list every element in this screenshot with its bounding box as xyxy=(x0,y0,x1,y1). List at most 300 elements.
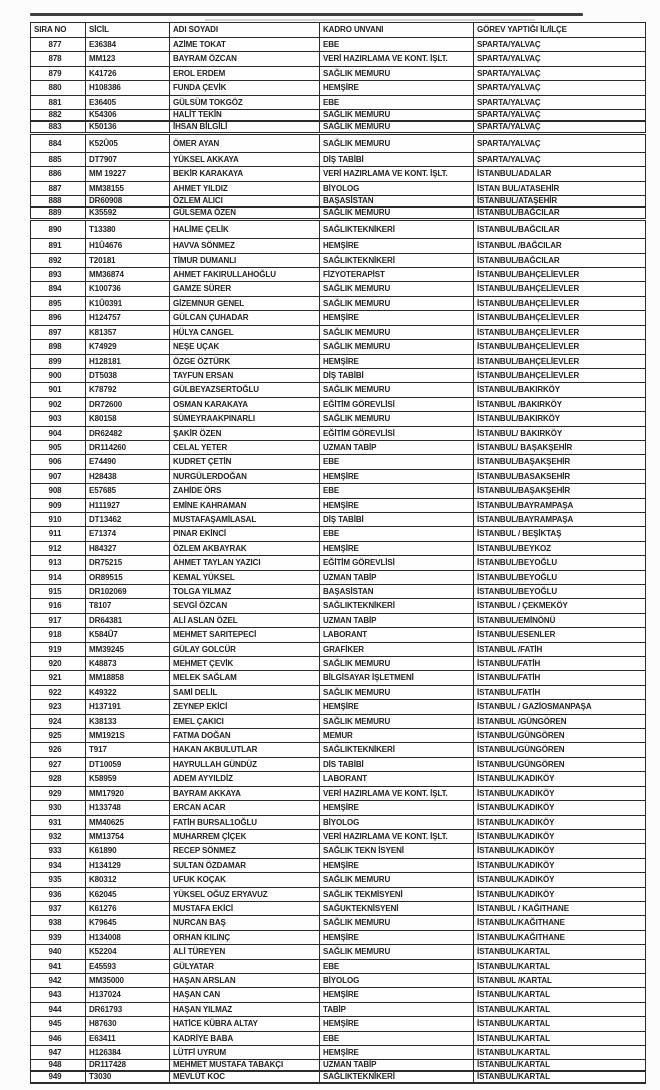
cell-sira-no: 947 xyxy=(31,1046,86,1060)
cell-sicil: DR117428 xyxy=(86,1060,170,1072)
cell-sicil: MM123 xyxy=(86,52,170,66)
table-row xyxy=(31,930,646,944)
cell-sira-no: 929 xyxy=(31,786,86,800)
cell-adi-soyadi: LÜTFİ UYRUM xyxy=(170,1046,320,1060)
cell-adi-soyadi: EROL ERDEM xyxy=(170,66,320,80)
cell-sira-no: 908 xyxy=(31,484,86,498)
cell-kadro-unvani: SAĞLIK MEMURU xyxy=(320,296,474,310)
cell-adi-soyadi: UFUK KOÇAK xyxy=(170,873,320,887)
cell-adi-soyadi: NEŞE UÇAK xyxy=(170,340,320,354)
cell-sicil: DR64381 xyxy=(86,613,170,627)
table-row xyxy=(31,613,646,627)
cell-gorev-il-ilce: İSTANBUL/EMİNÖNÜ xyxy=(474,613,646,627)
cell-sira-no: 943 xyxy=(31,988,86,1002)
cell-gorev-il-ilce: İSTANBUL /GÜNGÖREN xyxy=(474,714,646,728)
cell-kadro-unvani: EĞİTİM GÖREVLİSİ xyxy=(320,397,474,411)
table-row xyxy=(31,815,646,829)
cell-kadro-unvani: DİŞ TABİBİ xyxy=(320,368,474,382)
cell-gorev-il-ilce: İSTANBUL/BAYRAMPAŞA xyxy=(474,512,646,526)
cell-sicil: E36405 xyxy=(86,95,170,109)
cell-sicil: E57685 xyxy=(86,484,170,498)
cell-adi-soyadi: HAŞAN YILMAZ xyxy=(170,1002,320,1016)
cell-sicil: K79645 xyxy=(86,916,170,930)
table-row xyxy=(31,239,646,253)
cell-sira-no: 944 xyxy=(31,1002,86,1016)
cell-kadro-unvani: GRAFİKER xyxy=(320,642,474,656)
cell-adi-soyadi: GÜLBEYAZSERTOĞLU xyxy=(170,383,320,397)
cell-kadro-unvani: SAĞLIKTEKNİKERİ xyxy=(320,1071,474,1083)
column-header-gorev-il-ilce: GÖREV YAPTIĞI İL/İLÇE xyxy=(474,23,646,38)
cell-adi-soyadi: ÖZGE ÖZTÜRK xyxy=(170,354,320,368)
cell-gorev-il-ilce: İSTANBUL / BEŞİKTAŞ xyxy=(474,527,646,541)
cell-sira-no: 906 xyxy=(31,455,86,469)
cell-adi-soyadi: HAŞAN CAN xyxy=(170,988,320,1002)
cell-sicil: K49322 xyxy=(86,685,170,699)
cell-sira-no: 886 xyxy=(31,167,86,181)
cell-gorev-il-ilce: İSTANBUL/BAHÇELİEVLER xyxy=(474,268,646,282)
cell-sicil: K81357 xyxy=(86,325,170,339)
cell-adi-soyadi: NURGÜLERDOĞAN xyxy=(170,469,320,483)
cell-kadro-unvani: SAĞLIK MEMURU xyxy=(320,657,474,671)
cell-sira-no: 937 xyxy=(31,901,86,915)
cell-gorev-il-ilce: İSTANBUL/KADIKÖY xyxy=(474,801,646,815)
cell-kadro-unvani: SAĞLIK TEKMİSYENİ xyxy=(320,887,474,901)
cell-gorev-il-ilce: İSTANBUL /KARTAL xyxy=(474,973,646,987)
cell-kadro-unvani: BİYOLOG xyxy=(320,181,474,195)
cell-sicil: K80158 xyxy=(86,412,170,426)
cell-sicil: DR62482 xyxy=(86,426,170,440)
cell-adi-soyadi: FUNDA ÇEVİK xyxy=(170,81,320,95)
cell-adi-soyadi: BAYRAM ÖZCAN xyxy=(170,52,320,66)
cell-sira-no: 916 xyxy=(31,599,86,613)
cell-adi-soyadi: MUSTAFA EKİCİ xyxy=(170,901,320,915)
cell-adi-soyadi: HAŞAN ARSLAN xyxy=(170,973,320,987)
scan-artifact-smudge xyxy=(205,19,535,21)
cell-sicil: MM17920 xyxy=(86,786,170,800)
cell-kadro-unvani: DİŞ TABİBİ xyxy=(320,512,474,526)
cell-adi-soyadi: MUHARREM ÇİÇEK xyxy=(170,829,320,843)
cell-sicil: K74929 xyxy=(86,340,170,354)
table-row xyxy=(31,253,646,267)
table-row xyxy=(31,916,646,930)
table-row xyxy=(31,1017,646,1031)
table-row xyxy=(31,207,646,220)
cell-sicil: H126384 xyxy=(86,1046,170,1060)
cell-gorev-il-ilce: İSTANBUL/KAĞITHANE xyxy=(474,930,646,944)
cell-sira-no: 907 xyxy=(31,469,86,483)
cell-sicil: H1Û4676 xyxy=(86,239,170,253)
cell-gorev-il-ilce: SPARTA/YALVAÇ xyxy=(474,121,646,134)
cell-sicil: E45593 xyxy=(86,959,170,973)
cell-sicil: K48873 xyxy=(86,657,170,671)
cell-sira-no: 940 xyxy=(31,945,86,959)
cell-adi-soyadi: GAMZE SÜRER xyxy=(170,282,320,296)
cell-kadro-unvani: UZMAN TABİP xyxy=(320,1060,474,1072)
cell-gorev-il-ilce: İSTANBUL/GÜNGÖREN xyxy=(474,729,646,743)
cell-kadro-unvani: EBE xyxy=(320,95,474,109)
cell-gorev-il-ilce: İSTANBUL/BAHÇELİEVLER xyxy=(474,368,646,382)
table-row xyxy=(31,801,646,815)
table-row xyxy=(31,1071,646,1083)
table-row xyxy=(31,959,646,973)
table-row xyxy=(31,671,646,685)
cell-gorev-il-ilce: SPARTA/YALVAÇ xyxy=(474,153,646,167)
cell-kadro-unvani: SAĞLIKTEKNİKERİ xyxy=(320,253,474,267)
cell-sira-no: 897 xyxy=(31,325,86,339)
cell-sicil: K38133 xyxy=(86,714,170,728)
cell-sicil: K61890 xyxy=(86,844,170,858)
personnel-table xyxy=(30,22,646,1084)
cell-gorev-il-ilce: İSTANBUL/ BAKIRKÖY xyxy=(474,426,646,440)
table-row xyxy=(31,642,646,656)
cell-kadro-unvani: VERİ HAZIRLAMA VE KONT. İŞLT. xyxy=(320,167,474,181)
cell-adi-soyadi: HAYRULLAH GÜNDÜZ xyxy=(170,757,320,771)
cell-sira-no: 903 xyxy=(31,412,86,426)
table-row xyxy=(31,714,646,728)
cell-gorev-il-ilce: İSTANBUL/KAĞITHANE xyxy=(474,916,646,930)
cell-gorev-il-ilce: İSTANBUL /FATİH xyxy=(474,642,646,656)
cell-sira-no: 901 xyxy=(31,383,86,397)
table-row xyxy=(31,383,646,397)
cell-sicil: DR72600 xyxy=(86,397,170,411)
cell-adi-soyadi: SULTAN ÖZDAMAR xyxy=(170,858,320,872)
cell-sicil: H28438 xyxy=(86,469,170,483)
cell-sicil: E71374 xyxy=(86,527,170,541)
cell-adi-soyadi: NURCAN BAŞ xyxy=(170,916,320,930)
table-row xyxy=(31,134,646,153)
table-row xyxy=(31,426,646,440)
cell-adi-soyadi: OSMAN KARAKAYA xyxy=(170,397,320,411)
cell-adi-soyadi: MELEK SAĞLAM xyxy=(170,671,320,685)
cell-sicil: OR89515 xyxy=(86,570,170,584)
table-row xyxy=(31,455,646,469)
cell-kadro-unvani: BAŞASİSTAN xyxy=(320,585,474,599)
table-row xyxy=(31,153,646,167)
cell-gorev-il-ilce: İSTANBUL/KARTAL xyxy=(474,988,646,1002)
cell-kadro-unvani: SAĞLIK MEMURU xyxy=(320,134,474,153)
table-row xyxy=(31,368,646,382)
cell-adi-soyadi: AZİME TOKAT xyxy=(170,38,320,52)
cell-sira-no: 893 xyxy=(31,268,86,282)
cell-sira-no: 902 xyxy=(31,397,86,411)
cell-sira-no: 910 xyxy=(31,512,86,526)
cell-gorev-il-ilce: İSTANBUL/KADIKÖY xyxy=(474,829,646,843)
cell-gorev-il-ilce: İSTANBUL/BAŞAKŞEHİR xyxy=(474,455,646,469)
cell-adi-soyadi: TİMUR DUMANLI xyxy=(170,253,320,267)
cell-sicil: H128181 xyxy=(86,354,170,368)
cell-sira-no: 949 xyxy=(31,1071,86,1083)
cell-gorev-il-ilce: İSTAN BUL/ATASEHİR xyxy=(474,181,646,195)
cell-sira-no: 920 xyxy=(31,657,86,671)
cell-sira-no: 917 xyxy=(31,613,86,627)
cell-sira-no: 899 xyxy=(31,354,86,368)
cell-kadro-unvani: SAĞLIK MEMURU xyxy=(320,340,474,354)
cell-sira-no: 896 xyxy=(31,311,86,325)
table-row xyxy=(31,527,646,541)
cell-gorev-il-ilce: İSTANBUL/KARTAL xyxy=(474,1031,646,1045)
cell-kadro-unvani: SAĞLIK MEMURU xyxy=(320,282,474,296)
cell-kadro-unvani: SAĞLIKTEKNİKERİ xyxy=(320,743,474,757)
cell-sicil: H133748 xyxy=(86,801,170,815)
cell-gorev-il-ilce: İSTANBUL/KADIKÖY xyxy=(474,887,646,901)
cell-kadro-unvani: SAĞLIK MEMURU xyxy=(320,325,474,339)
cell-sira-no: 941 xyxy=(31,959,86,973)
cell-gorev-il-ilce: İSTANBUL / KAĞITHANE xyxy=(474,901,646,915)
cell-sicil: MM36874 xyxy=(86,268,170,282)
cell-adi-soyadi: HAKAN AKBULUTLAR xyxy=(170,743,320,757)
cell-gorev-il-ilce: İSTANBUL/KARTAL xyxy=(474,1017,646,1031)
cell-sicil: T3030 xyxy=(86,1071,170,1083)
cell-kadro-unvani: SAĞLIK MEMURU xyxy=(320,916,474,930)
cell-sira-no: 878 xyxy=(31,52,86,66)
cell-sicil: H134008 xyxy=(86,930,170,944)
cell-sicil: H134129 xyxy=(86,858,170,872)
cell-sicil: DR75215 xyxy=(86,556,170,570)
cell-gorev-il-ilce: İSTANBUL/BAHÇELİEVLER xyxy=(474,340,646,354)
cell-adi-soyadi: CELAL YETER xyxy=(170,440,320,454)
cell-sicil: MM40625 xyxy=(86,815,170,829)
cell-sira-no: 900 xyxy=(31,368,86,382)
cell-sira-no: 926 xyxy=(31,743,86,757)
table-row xyxy=(31,412,646,426)
cell-kadro-unvani: SAĞLIK TEKN İSYENİ xyxy=(320,844,474,858)
cell-adi-soyadi: MEHMET MUSTAFA TABAKÇI xyxy=(170,1060,320,1072)
cell-kadro-unvani: EBE xyxy=(320,527,474,541)
cell-kadro-unvani: HEMŞİRE xyxy=(320,541,474,555)
cell-sicil: K52Û05 xyxy=(86,134,170,153)
cell-sicil: E36384 xyxy=(86,38,170,52)
cell-gorev-il-ilce: İSTANBUL /BAĞCILAR xyxy=(474,239,646,253)
cell-sira-no: 918 xyxy=(31,628,86,642)
cell-kadro-unvani: SAĞLIK MEMURU xyxy=(320,873,474,887)
cell-gorev-il-ilce: SPARTA/YALVAÇ xyxy=(474,38,646,52)
cell-sira-no: 884 xyxy=(31,134,86,153)
cell-adi-soyadi: ZAHİDE ÖRS xyxy=(170,484,320,498)
table-row xyxy=(31,743,646,757)
cell-gorev-il-ilce: İSTANBUL/KADIKÖY xyxy=(474,815,646,829)
table-row xyxy=(31,512,646,526)
cell-kadro-unvani: SAĞLIKTEKNİKERİ xyxy=(320,599,474,613)
cell-kadro-unvani: LABORANT xyxy=(320,628,474,642)
table-row xyxy=(31,397,646,411)
cell-gorev-il-ilce: İSTANBUL/ADALAR xyxy=(474,167,646,181)
cell-kadro-unvani: SAĞLIK MEMURU xyxy=(320,685,474,699)
column-header-sicil: SİCİL xyxy=(86,23,170,38)
cell-sicil: K100736 xyxy=(86,282,170,296)
table-row xyxy=(31,585,646,599)
cell-sira-no: 892 xyxy=(31,253,86,267)
cell-kadro-unvani: SAĞLIKTEKNİKERİ xyxy=(320,220,474,239)
cell-kadro-unvani: HEMŞİRE xyxy=(320,469,474,483)
cell-sicil: H84327 xyxy=(86,541,170,555)
cell-gorev-il-ilce: İSTANBUL /BAKIRKÖY xyxy=(474,397,646,411)
cell-kadro-unvani: VERİ HAZIRLAMA VE KONT. İŞLT. xyxy=(320,786,474,800)
cell-adi-soyadi: GÜLYATAR xyxy=(170,959,320,973)
cell-gorev-il-ilce: İSTANBUL/KADIKÖY xyxy=(474,858,646,872)
cell-gorev-il-ilce: İSTANBUL/KARTAL xyxy=(474,1002,646,1016)
cell-sira-no: 942 xyxy=(31,973,86,987)
table-row xyxy=(31,1002,646,1016)
cell-adi-soyadi: ÖMER AYAN xyxy=(170,134,320,153)
cell-adi-soyadi: ADEM AYYILDİZ xyxy=(170,772,320,786)
cell-gorev-il-ilce: İSTANBUL/BAHÇELİEVLER xyxy=(474,325,646,339)
cell-gorev-il-ilce: SPARTA/YALVAÇ xyxy=(474,110,646,122)
cell-adi-soyadi: GÜLAY GOLCÜR xyxy=(170,642,320,656)
cell-kadro-unvani: HEMŞİRE xyxy=(320,801,474,815)
cell-adi-soyadi: MEHMET ÇEVİK xyxy=(170,657,320,671)
cell-kadro-unvani: EBE xyxy=(320,1031,474,1045)
cell-sira-no: 923 xyxy=(31,700,86,714)
cell-sicil: K54306 xyxy=(86,110,170,122)
cell-gorev-il-ilce: SPARTA/YALVAÇ xyxy=(474,66,646,80)
cell-kadro-unvani: HEMŞİRE xyxy=(320,930,474,944)
cell-sira-no: 948 xyxy=(31,1060,86,1072)
cell-sira-no: 883 xyxy=(31,121,86,134)
cell-gorev-il-ilce: İSTANBUL/KARTAL xyxy=(474,1071,646,1083)
cell-adi-soyadi: AHMET FAKIRULLAHOĞLU xyxy=(170,268,320,282)
cell-sicil: DR61793 xyxy=(86,1002,170,1016)
cell-sira-no: 881 xyxy=(31,95,86,109)
cell-sira-no: 932 xyxy=(31,829,86,843)
cell-adi-soyadi: ÖZLEM AKBAYRAK xyxy=(170,541,320,555)
cell-kadro-unvani: HEMŞİRE xyxy=(320,1046,474,1060)
cell-kadro-unvani: DİS TABİBİ xyxy=(320,757,474,771)
cell-sicil: H87630 xyxy=(86,1017,170,1031)
cell-kadro-unvani: HEMŞİRE xyxy=(320,700,474,714)
table-row xyxy=(31,1031,646,1045)
table-row xyxy=(31,311,646,325)
cell-adi-soyadi: FATMA DOĞAN xyxy=(170,729,320,743)
cell-sicil: T13380 xyxy=(86,220,170,239)
cell-sira-no: 880 xyxy=(31,81,86,95)
cell-sicil: MM 19227 xyxy=(86,167,170,181)
cell-kadro-unvani: HEMŞİRE xyxy=(320,1017,474,1031)
table-row xyxy=(31,1060,646,1072)
cell-kadro-unvani: SAĞLIK MEMURU xyxy=(320,945,474,959)
cell-sicil: DR60908 xyxy=(86,196,170,208)
cell-sira-no: 894 xyxy=(31,282,86,296)
cell-sira-no: 930 xyxy=(31,801,86,815)
cell-adi-soyadi: YÜKSEL OĞUZ ERYAVUZ xyxy=(170,887,320,901)
cell-gorev-il-ilce: İSTANBUL/ATAŞEHİR xyxy=(474,196,646,208)
cell-sira-no: 877 xyxy=(31,38,86,52)
cell-adi-soyadi: ŞAKİR ÖZEN xyxy=(170,426,320,440)
cell-gorev-il-ilce: İSTANBUL/FATİH xyxy=(474,671,646,685)
cell-gorev-il-ilce: İSTANBUL/BAĞCILAR xyxy=(474,207,646,220)
cell-sicil: DT10059 xyxy=(86,757,170,771)
cell-kadro-unvani: SAĞLIK MEMURU xyxy=(320,121,474,134)
cell-sicil: H124757 xyxy=(86,311,170,325)
cell-gorev-il-ilce: İSTANBUL/BAKIRKÖY xyxy=(474,412,646,426)
cell-kadro-unvani: MEMUR xyxy=(320,729,474,743)
table-row xyxy=(31,498,646,512)
cell-sira-no: 936 xyxy=(31,887,86,901)
cell-adi-soyadi: HALİME ÇELİK xyxy=(170,220,320,239)
cell-adi-soyadi: BEKİR KARAKAYA xyxy=(170,167,320,181)
table-row xyxy=(31,988,646,1002)
table-row xyxy=(31,556,646,570)
cell-gorev-il-ilce: İSTANBUL/BEYOĞLU xyxy=(474,585,646,599)
column-header-sira-no: SIRA NO xyxy=(31,23,86,38)
cell-kadro-unvani: UZMAN TABİP xyxy=(320,613,474,627)
cell-gorev-il-ilce: İSTANBUL/BAHÇELİEVLER xyxy=(474,354,646,368)
cell-adi-soyadi: AHMET TAYLAN YAZICI xyxy=(170,556,320,570)
cell-adi-soyadi: RECEP SÖNMEZ xyxy=(170,844,320,858)
table-row xyxy=(31,440,646,454)
cell-sira-no: 925 xyxy=(31,729,86,743)
cell-sira-no: 924 xyxy=(31,714,86,728)
cell-adi-soyadi: TOLGA YILMAZ xyxy=(170,585,320,599)
cell-gorev-il-ilce: SPARTA/YALVAÇ xyxy=(474,95,646,109)
cell-gorev-il-ilce: İSTANBUL/KADIKÖY xyxy=(474,844,646,858)
cell-sicil: K61276 xyxy=(86,901,170,915)
cell-kadro-unvani: UZMAN TABİP xyxy=(320,440,474,454)
cell-adi-soyadi: ERCAN ACAR xyxy=(170,801,320,815)
table-row xyxy=(31,469,646,483)
cell-kadro-unvani: DİŞ TABİBİ xyxy=(320,153,474,167)
cell-sicil: H111927 xyxy=(86,498,170,512)
cell-sicil: DT5038 xyxy=(86,368,170,382)
cell-kadro-unvani: VERİ HAZIRLAMA VE KONT. İŞLT. xyxy=(320,829,474,843)
cell-gorev-il-ilce: İSTANBUL/KADIKÖY xyxy=(474,873,646,887)
cell-sira-no: 885 xyxy=(31,153,86,167)
table-row xyxy=(31,354,646,368)
cell-adi-soyadi: KEMAL YÜKSEL xyxy=(170,570,320,584)
cell-sicil: K78792 xyxy=(86,383,170,397)
cell-adi-soyadi: SEVGİ ÖZCAN xyxy=(170,599,320,613)
cell-adi-soyadi: MEVLÜT KOC xyxy=(170,1071,320,1083)
cell-gorev-il-ilce: İSTANBUL/GÜNGÖREN xyxy=(474,743,646,757)
cell-kadro-unvani: VERİ HAZIRLAMA VE KONT. İŞLT. xyxy=(320,52,474,66)
cell-gorev-il-ilce: İSTANBUL/KARTAL xyxy=(474,945,646,959)
cell-sicil: K35592 xyxy=(86,207,170,220)
cell-kadro-unvani: EĞİTİM GÖREVLİSİ xyxy=(320,426,474,440)
cell-kadro-unvani: BAŞASİSTAN xyxy=(320,196,474,208)
cell-sira-no: 946 xyxy=(31,1031,86,1045)
cell-sira-no: 909 xyxy=(31,498,86,512)
cell-adi-soyadi: HATİCE KÜBRA ALTAY xyxy=(170,1017,320,1031)
cell-kadro-unvani: BİLGİSAYAR İŞLETMENİ xyxy=(320,671,474,685)
cell-adi-soyadi: HAVVA SÖNMEZ xyxy=(170,239,320,253)
cell-sicil: DT13462 xyxy=(86,512,170,526)
table-row xyxy=(31,95,646,109)
cell-adi-soyadi: GÜLCAN ÇUHADAR xyxy=(170,311,320,325)
table-body xyxy=(31,38,646,1084)
cell-gorev-il-ilce: SPARTA/YALVAÇ xyxy=(474,134,646,153)
column-header-adi-soyadi: ADI SOYADI xyxy=(170,23,320,38)
cell-sicil: K80312 xyxy=(86,873,170,887)
header-row xyxy=(31,23,646,38)
cell-sira-no: 879 xyxy=(31,66,86,80)
cell-adi-soyadi: FATİH BURSAL1OĞLU xyxy=(170,815,320,829)
cell-adi-soyadi: YÜKSEL AKKAYA xyxy=(170,153,320,167)
table-row xyxy=(31,901,646,915)
cell-sira-no: 921 xyxy=(31,671,86,685)
cell-adi-soyadi: ALİ ASLAN ÖZEL xyxy=(170,613,320,627)
table-row xyxy=(31,757,646,771)
cell-gorev-il-ilce: İSTANBUL/BAĞCILAR xyxy=(474,253,646,267)
cell-sicil: T8107 xyxy=(86,599,170,613)
cell-kadro-unvani: HEMŞİRE xyxy=(320,354,474,368)
cell-sira-no: 933 xyxy=(31,844,86,858)
cell-gorev-il-ilce: SPARTA/YALVAÇ xyxy=(474,52,646,66)
cell-gorev-il-ilce: İSTANBUL/KADIKÖY xyxy=(474,786,646,800)
cell-adi-soyadi: ÖZLEM ALICI xyxy=(170,196,320,208)
cell-sicil: E63411 xyxy=(86,1031,170,1045)
cell-kadro-unvani: SAĞLIK MEMURU xyxy=(320,66,474,80)
cell-sicil: MM39245 xyxy=(86,642,170,656)
cell-adi-soyadi: SÜMEYRAAKPINARLI xyxy=(170,412,320,426)
